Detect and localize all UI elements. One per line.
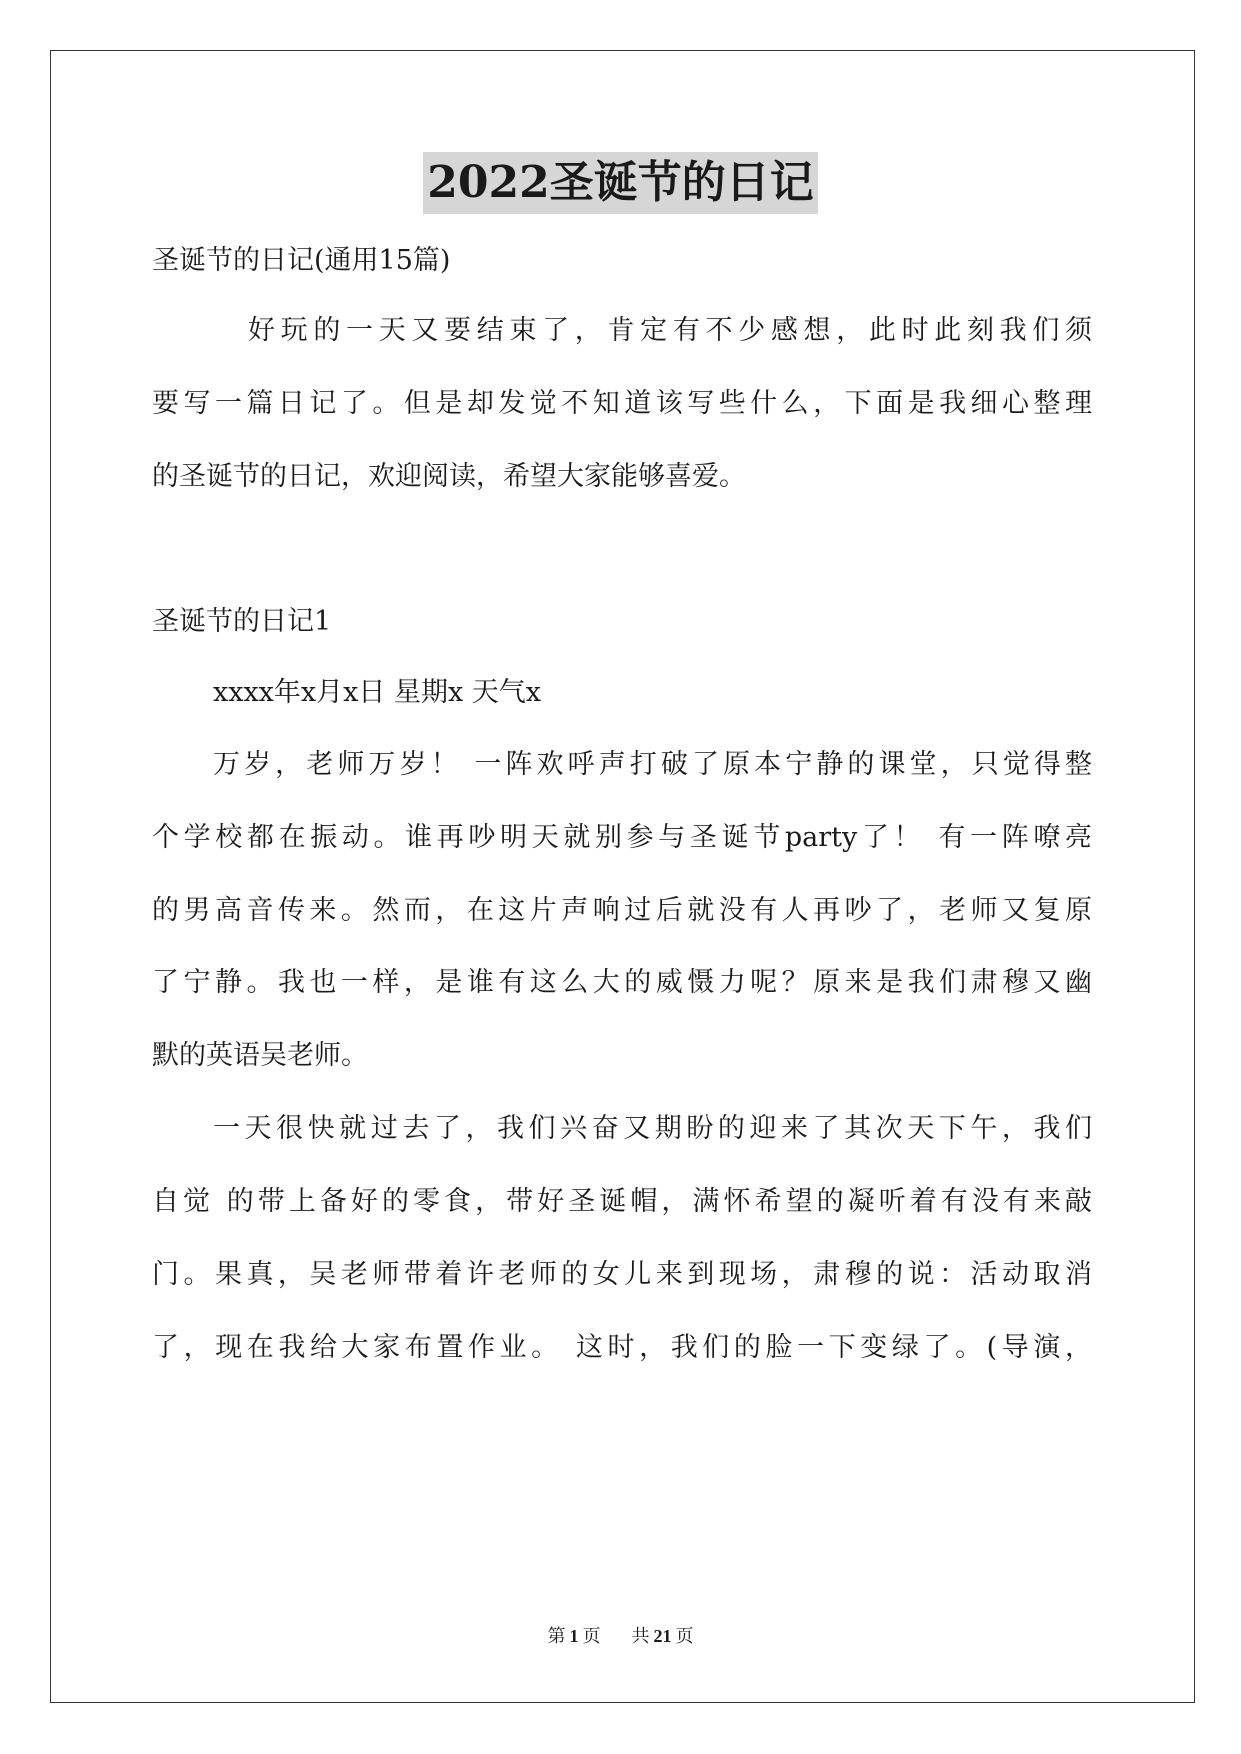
paragraph-line: 个学校都在振动。谁再吵明天就别参与圣诞节party了！ 有一阵嘹亮: [152, 822, 1092, 853]
intro-line: 要写一篇日记了。但是却发觉不知道该写些什么，下面是我细心整理: [152, 388, 1092, 419]
page-number: 1: [569, 1626, 579, 1646]
page-footer: [0, 1622, 1241, 1648]
intro-line: 好玩的一天又要结束了，肯定有不少感想，此时此刻我们须: [248, 315, 1092, 346]
intro-line: 的圣诞节的日记，欢迎阅读，希望大家能够喜爱。: [152, 461, 746, 492]
title-container: [0, 152, 1241, 214]
paragraph-line: 万岁，老师万岁！ 一阵欢呼声打破了原本宁静的课堂，只觉得整: [213, 749, 1092, 780]
page-border: [50, 50, 1195, 1703]
paragraph-line: 自觉 的带上备好的零食，带好圣诞帽，满怀希望的凝听着有没有来敲: [152, 1186, 1092, 1217]
paragraph-line: 了宁静。我也一样，是谁有这么大的威慑力呢？原来是我们肃穆又幽: [152, 967, 1092, 998]
total-pages: 21: [653, 1626, 672, 1646]
subtitle: 圣诞节的日记(通用15篇): [152, 245, 451, 276]
paragraph-line: 了，现在我给大家布置作业。 这时，我们的脸一下变绿了。(导演，: [152, 1332, 1092, 1363]
paragraph-line: 门。果真，吴老师带着许老师的女儿来到现场，肃穆的说：活动取消: [152, 1259, 1092, 1290]
section-heading: 圣诞节的日记1: [152, 606, 332, 637]
paragraph-line: 的男高音传来。然而，在这片声响过后就没有人再吵了，老师又复原: [152, 895, 1092, 926]
footer-total-label: 共 21 页: [631, 1626, 694, 1647]
paragraph-line: 一天很快就过去了，我们兴奋又期盼的迎来了其次天下午，我们: [213, 1113, 1092, 1144]
date-line: xxxx年x月x日 星期x 天气x: [213, 677, 541, 708]
paragraph-line: 默的英语吴老师。: [152, 1040, 368, 1071]
footer-page-label: 第 1 页: [547, 1626, 601, 1647]
document-title: 2022圣诞节的日记: [423, 152, 817, 214]
